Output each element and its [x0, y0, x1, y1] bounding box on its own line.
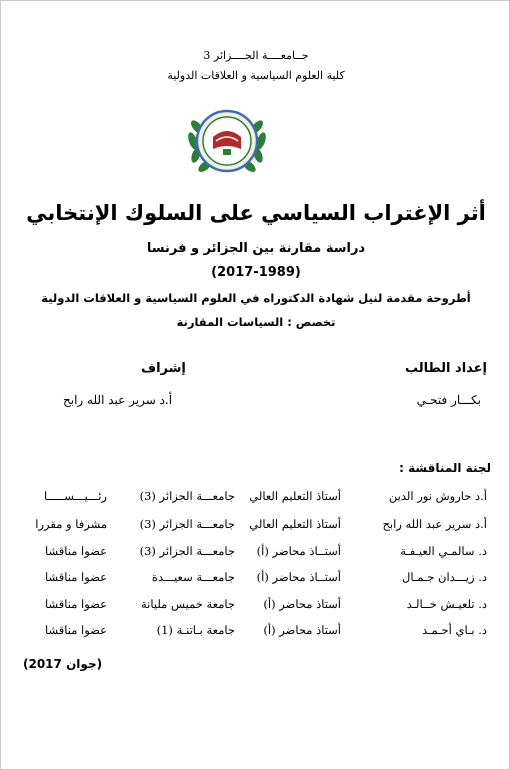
jury-member-rank: أستاذ محاضر (أ) [263, 597, 341, 611]
jury-member-role: عضوا مناقشا [44, 597, 107, 611]
student-heading: إعداد الطالب [404, 361, 487, 376]
jury-row [1, 597, 510, 617]
jury-member-university: جامعـــة سعيـــدة [151, 570, 235, 584]
jury-member-name: د. تلعيـش خــالـد [406, 597, 487, 611]
specialization: تخصص : السياسات المقارنة [176, 315, 336, 329]
jury-member-role: مشرفا و مقررا [35, 517, 107, 531]
jury-member-name: أ.د حاروش نور الدين [388, 489, 487, 503]
faculty-name: كلية العلوم السياسية و العلاقات الدولية [167, 69, 345, 82]
supervisor-name: أ.د سرير عبد الله رابح [63, 393, 173, 407]
jury-member-rank: أستــاذ محاضر (أ) [256, 544, 341, 558]
jury-member-role: عضوا مناقشا [44, 623, 107, 637]
jury-member-university: جامعـــة الجزائر (3) [139, 544, 235, 558]
jury-member-role: عضوا مناقشا [44, 570, 107, 584]
student-name: بكـــار فتحـي [416, 393, 481, 407]
period-years: (2017-1989) [211, 265, 301, 280]
jury-member-role: عضوا مناقشا [44, 544, 107, 558]
thesis-description: أطروحة مقدمة لنيل شهادة الدكتوراه في العلوم السياسية و العلاقات الدولية [41, 291, 471, 305]
thesis-subtitle: دراسة مقارنة بين الجزائر و فرنسا [146, 241, 366, 256]
jury-member-university: جامعة بـاتنـة (1) [156, 623, 235, 637]
jury-member-name: د. بـاي أحـمـد [422, 623, 487, 637]
jury-heading: لجنة المناقشة : [399, 461, 491, 475]
jury-row [1, 570, 510, 590]
jury-member-role: رئـــيـــســـــا [43, 489, 107, 503]
jury-member-rank: أستاذ محاضر (أ) [263, 623, 341, 637]
jury-member-rank: أستاذ التعليم العالي [249, 489, 341, 503]
jury-member-university: جامعـــة الجزائر (3) [139, 517, 235, 531]
jury-member-name: أ.د سرير عبد الله رابح [382, 517, 487, 531]
jury-row [1, 489, 510, 509]
university-logo-emblem [183, 97, 271, 185]
jury-member-university: جامعـــة الجزائر (3) [139, 489, 235, 503]
jury-row [1, 544, 510, 564]
thesis-title: أثر الإغتراب السياسي على السلوك الإنتخابي [26, 201, 486, 225]
jury-member-rank: أستــاذ محاضر (أ) [256, 570, 341, 584]
jury-member-name: د. سالمـي العيـفـة [400, 544, 487, 558]
university-logo [183, 97, 271, 185]
jury-row [1, 517, 510, 537]
university-name: جــامعــــة الجــــزائر 3 [203, 49, 309, 62]
jury-member-university: جامعة خميس مليانة [141, 597, 235, 611]
jury-row [1, 623, 510, 643]
defense-date: (جوان 2017) [23, 657, 103, 671]
jury-member-name: د. زيـــدان جـمـال [402, 570, 487, 584]
supervisor-heading: إشراف [141, 361, 186, 376]
jury-member-rank: أستاذ التعليم العالي [249, 517, 341, 531]
